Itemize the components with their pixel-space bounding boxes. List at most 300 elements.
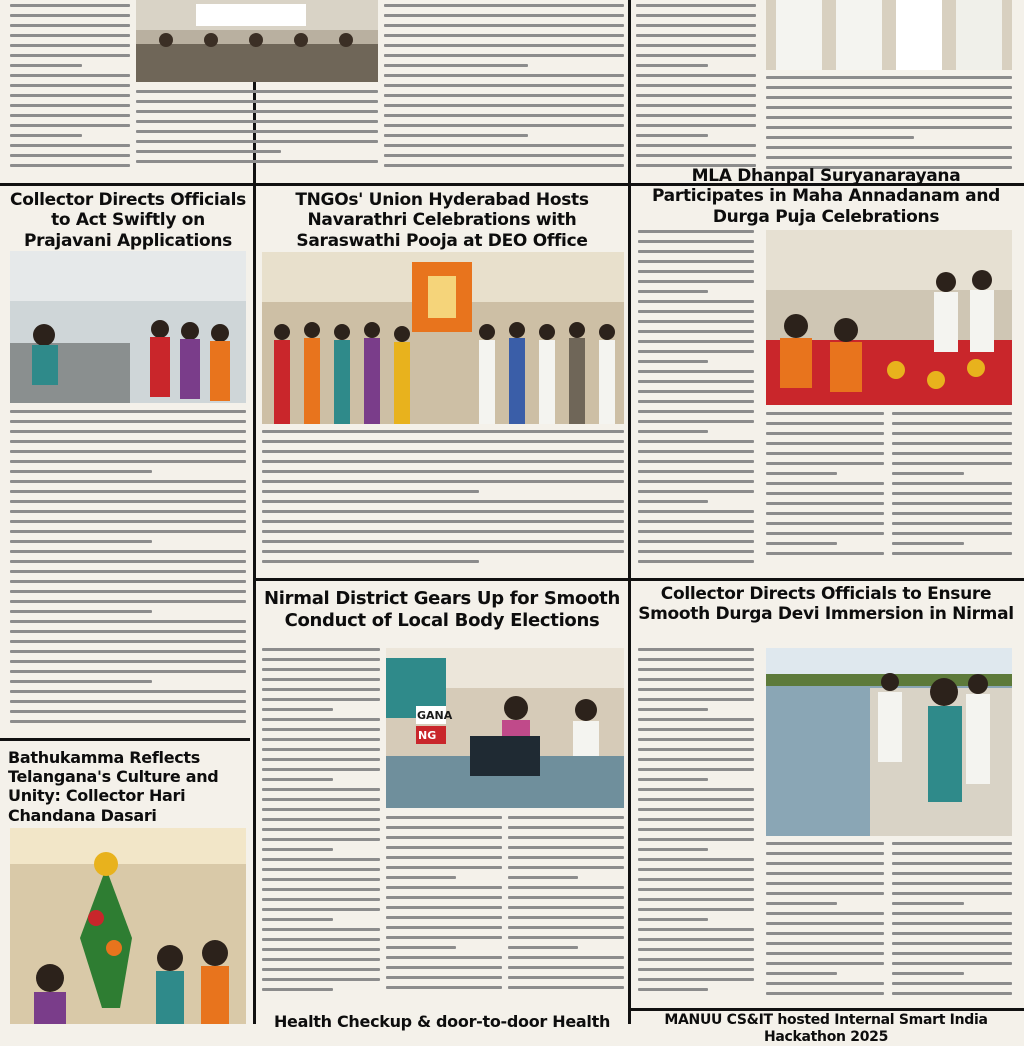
body-text-line [508,946,578,949]
story-continuation-top-left [10,4,130,174]
body-text-line [10,490,246,493]
body-text-line [262,658,380,661]
body-text-line [10,670,246,673]
body-text-line [10,4,130,7]
body-text-line [766,156,1012,159]
body-text-line [10,94,130,97]
body-text-line [10,700,246,703]
body-text-line [384,94,624,97]
body-text-line [638,460,754,463]
body-text-line [262,918,333,921]
body-text-line [262,540,624,543]
body-text-line [892,482,1012,485]
body-text-line [10,650,246,653]
body-text-line [386,886,502,889]
body-text-line [508,896,624,899]
body-text-line [10,154,130,157]
body-text-line [638,818,754,821]
body-text-line [636,84,756,87]
body-text-line [638,658,754,661]
body-text-line [892,452,1012,455]
body-text-line [638,380,754,383]
body-text-line [892,552,1012,555]
body-text-line [638,768,754,771]
body-text-line [384,74,624,77]
immersion-story-text-right-b [892,842,1012,1002]
body-text-line [10,64,82,67]
body-text-line [262,808,380,811]
body-text-line [766,922,884,925]
body-text-line [262,450,624,453]
body-text-line [638,360,708,363]
body-text-line [262,708,333,711]
body-text-line [636,54,756,57]
body-text-line [766,482,884,485]
body-text-line [638,978,754,981]
body-text-line [508,966,624,969]
elections-story-text-right-a [386,816,502,998]
body-text-line [766,842,884,845]
body-text-line [262,788,380,791]
body-text-line [262,798,380,801]
body-text-line [262,898,380,901]
body-text-line [386,986,502,989]
body-text-line [10,410,246,413]
body-text-line [766,882,884,885]
body-text-line [892,862,1012,865]
body-text-line [10,510,246,513]
body-text-line [892,942,1012,945]
body-text-line [10,580,246,583]
body-text-line [262,858,380,861]
body-text-line [892,432,1012,435]
body-text-line [638,310,754,313]
body-text-line [892,542,964,545]
body-text-line [766,432,884,435]
body-text-line [766,452,884,455]
body-text-line [638,968,754,971]
body-text-line [384,34,624,37]
body-text-line [384,154,624,157]
body-text-line [638,988,708,991]
body-text-line [766,442,884,445]
body-text-line [766,552,884,555]
body-text-line [638,848,708,851]
body-text-line [766,892,884,895]
body-text-line [892,422,1012,425]
body-text-line [638,330,754,333]
body-text-line [10,440,246,443]
body-text-line [10,530,246,533]
body-text-line [636,4,756,7]
body-text-line [508,876,578,879]
body-text-line [638,918,708,921]
body-text-line [10,14,130,17]
body-text-line [384,4,624,7]
body-text-line [638,390,754,393]
body-text-line [262,938,380,941]
body-text-line [262,868,380,871]
banner-text-ng: NG [418,729,437,742]
body-text-line [892,872,1012,875]
body-text-line [10,164,130,167]
body-text-line [638,908,754,911]
body-text-line [10,420,246,423]
body-text-line [638,938,754,941]
body-text-line [638,728,754,731]
body-text-line [262,688,380,691]
body-text-line [262,848,333,851]
body-text-line [10,84,130,87]
body-text-line [386,956,502,959]
body-text-line [386,866,502,869]
body-text-line [262,718,380,721]
headline-bathukamma: Bathukamma Reflects Telangana's Culture and Unity: Collector Hari Chandana Dasari [8,748,219,825]
navarathri-photo [262,252,624,424]
body-text-line [10,144,130,147]
body-text-line [636,64,708,67]
body-text-line [638,648,754,651]
story-continuation-top-right [636,4,756,174]
body-text-line [384,164,624,167]
body-text-line [638,270,754,273]
body-text-line [262,530,624,533]
body-text-line [386,936,502,939]
body-text-line [638,808,754,811]
body-text-line [892,982,1012,985]
body-text-line [636,24,756,27]
headline-nirmal-elections: Nirmal District Gears Up for Smooth Conduct of Local Body Elections [264,588,620,631]
body-text-line [892,412,1012,415]
body-text-line [10,54,130,57]
body-text-line [638,788,754,791]
body-text-line [892,852,1012,855]
body-text-line [766,422,884,425]
body-text-line [508,816,624,819]
body-text-line [262,550,624,553]
body-text-line [892,472,964,475]
body-text-line [10,104,130,107]
body-text-line [262,678,380,681]
body-text-line [892,532,1012,535]
body-text-line [10,640,246,643]
body-text-line [384,64,528,67]
body-text-line [766,952,884,955]
body-text-line [638,798,754,801]
body-text-line [638,928,754,931]
body-text-line [636,44,756,47]
body-text-line [766,942,884,945]
body-text-line [262,490,479,493]
body-text-line [638,868,754,871]
immersion-story-text-left [638,648,754,1002]
body-text-line [638,410,754,413]
body-text-line [10,610,152,613]
story-continuation-top-far-right [766,76,1012,176]
body-text-line [10,710,246,713]
body-text-line [386,946,456,949]
headline-durga-immersion: Collector Directs Officials to Ensure Smooth Durga Devi Immersion in Nirmal [638,584,1014,625]
immersion-lake-photo [766,648,1012,836]
body-text-line [384,134,528,137]
body-text-line [638,510,754,513]
body-text-line [892,842,1012,845]
body-text-line [766,412,884,415]
body-text-line [892,522,1012,525]
body-text-line [892,992,1012,995]
body-text-line [386,926,502,929]
body-text-line [262,520,624,523]
body-text-line [10,480,246,483]
body-text-line [386,826,502,829]
body-text-line [636,14,756,17]
body-text-line [384,114,624,117]
body-text-line [892,922,1012,925]
body-text-line [766,96,1012,99]
body-text-line [638,550,754,553]
body-text-line [10,124,130,127]
body-text-line [636,144,756,147]
body-text-line [766,962,884,965]
body-text-line [10,460,246,463]
body-text-line [262,838,380,841]
column-rule [628,0,631,1024]
body-text-line [10,600,246,603]
body-text-line [262,500,624,503]
body-text-line [508,976,624,979]
body-text-line [10,660,246,663]
body-text-line [766,992,884,995]
body-text-line [262,560,479,563]
body-text-line [636,114,756,117]
body-text-line [386,816,502,819]
body-text-line [508,916,624,919]
body-text-line [508,826,624,829]
body-text-line [262,988,333,991]
body-text-line [766,912,884,915]
body-text-line [638,520,754,523]
body-text-line [638,948,754,951]
body-text-line [638,688,754,691]
body-text-line [766,146,1012,149]
body-text-line [10,560,246,563]
body-text-line [386,966,502,969]
body-text-line [766,982,884,985]
body-text-line [766,852,884,855]
body-text-line [766,106,1012,109]
body-text-line [892,902,964,905]
body-text-line [638,858,754,861]
elections-press-meet-photo [386,648,624,808]
body-text-line [638,668,754,671]
gathering-photo [766,0,1012,70]
body-text-line [508,856,624,859]
body-text-line [262,888,380,891]
body-text-line [136,110,378,113]
body-text-line [508,866,624,869]
body-text-line [10,680,152,683]
body-text-line [892,462,1012,465]
body-text-line [10,690,246,693]
body-text-line [262,728,380,731]
body-text-line [638,708,708,711]
body-text-line [10,720,246,723]
body-text-line [766,126,1012,129]
headline-manuu-hackathon: MANUU CS&IT hosted Internal Smart India Hackathon 2025 [664,1012,988,1045]
body-text-line [10,44,130,47]
body-text-line [136,130,378,133]
body-text-line [384,54,624,57]
body-text-line [766,116,1012,119]
section-rule [0,738,250,741]
body-text-line [766,492,884,495]
body-text-line [262,668,380,671]
elections-story-text-right-b [508,816,624,998]
body-text-line [262,978,380,981]
body-text-line [638,778,708,781]
body-text-line [10,470,152,473]
body-text-line [10,590,246,593]
dhanpal-story-text-right-a [766,412,884,570]
body-text-line [10,550,246,553]
body-text-line [262,648,380,651]
headline-mla-dhanpal: MLA Dhanpal Suryanarayana Participates in Maha Annadanam and Durga Puja Celebrations [651,166,1000,227]
body-text-line [262,908,380,911]
body-text-line [638,698,754,701]
body-text-line [136,120,378,123]
body-text-line [384,44,624,47]
body-text-line [766,872,884,875]
headline-tngos-navarathri: TNGOs' Union Hyderabad Hosts Navarathri Celebrations with Saraswathi Pooja at DEO Office [295,190,589,251]
headline-health-checkup: Health Checkup & door-to-door Health [273,1012,611,1031]
body-text-line [10,114,130,117]
body-text-line [766,902,837,905]
body-text-line [386,836,502,839]
body-text-line [262,748,380,751]
body-text-line [766,972,837,975]
body-text-line [766,472,837,475]
body-text-line [508,936,624,939]
body-text-line [638,370,754,373]
body-text-line [386,916,502,919]
body-text-line [384,104,624,107]
body-text-line [638,500,708,503]
body-text-line [262,968,380,971]
section-rule [631,1008,1024,1011]
body-text-line [638,678,754,681]
body-text-line [638,260,754,263]
body-text-line [766,502,884,505]
body-text-line [636,134,708,137]
body-text-line [384,124,624,127]
elections-story-text-left [262,648,380,998]
body-text-line [636,154,756,157]
body-text-line [10,134,82,137]
body-text-line [262,510,624,513]
body-text-line [892,952,1012,955]
body-text-line [638,280,754,283]
body-text-line [638,350,754,353]
body-text-line [638,480,754,483]
body-text-line [638,290,708,293]
body-text-line [638,738,754,741]
body-text-line [892,962,1012,965]
body-text-line [262,470,624,473]
body-text-line [892,932,1012,935]
body-text-line [638,340,754,343]
body-text-line [638,748,754,751]
body-text-line [638,878,754,881]
body-text-line [508,926,624,929]
section-rule [256,578,628,581]
section-rule [631,578,1024,581]
body-text-line [638,420,754,423]
body-text-line [136,140,378,143]
body-text-line [136,160,378,163]
body-text-line [638,320,754,323]
body-text-line [892,512,1012,515]
body-text-line [262,440,624,443]
body-text-line [386,976,502,979]
body-text-line [638,300,754,303]
body-text-line [136,100,378,103]
body-text-line [508,886,624,889]
navarathri-story-text [262,430,624,570]
body-text-line [766,932,884,935]
body-text-line [636,104,756,107]
meeting-photo [136,0,378,82]
immersion-story-text-right-a [766,842,884,1002]
body-text-line [638,758,754,761]
body-text-line [638,440,754,443]
body-text-line [766,86,1012,89]
dhanpal-story-text-left [638,230,754,570]
body-text-line [262,948,380,951]
body-text-line [386,906,502,909]
body-text-line [766,532,884,535]
body-text-line [766,522,884,525]
body-text-line [638,230,754,233]
body-text-line [384,24,624,27]
body-text-line [636,124,756,127]
body-text-line [638,560,754,563]
body-text-line [638,490,754,493]
body-text-line [262,430,624,433]
body-text-line [892,502,1012,505]
body-text-line [262,758,380,761]
body-text-line [10,34,130,37]
body-text-line [508,846,624,849]
body-text-line [636,94,756,97]
body-text-line [892,442,1012,445]
body-text-line [386,856,502,859]
body-text-line [262,818,380,821]
body-text-line [10,74,130,77]
body-text-line [892,892,1012,895]
body-text-line [10,620,246,623]
body-text-line [10,430,246,433]
body-text-line [10,500,246,503]
body-text-line [892,882,1012,885]
body-text-line [766,542,837,545]
body-text-line [638,828,754,831]
body-text-line [262,768,380,771]
prajavani-photo [10,251,246,403]
body-text-line [10,540,152,543]
body-text-line [262,958,380,961]
body-text-line [262,698,380,701]
body-text-line [638,898,754,901]
